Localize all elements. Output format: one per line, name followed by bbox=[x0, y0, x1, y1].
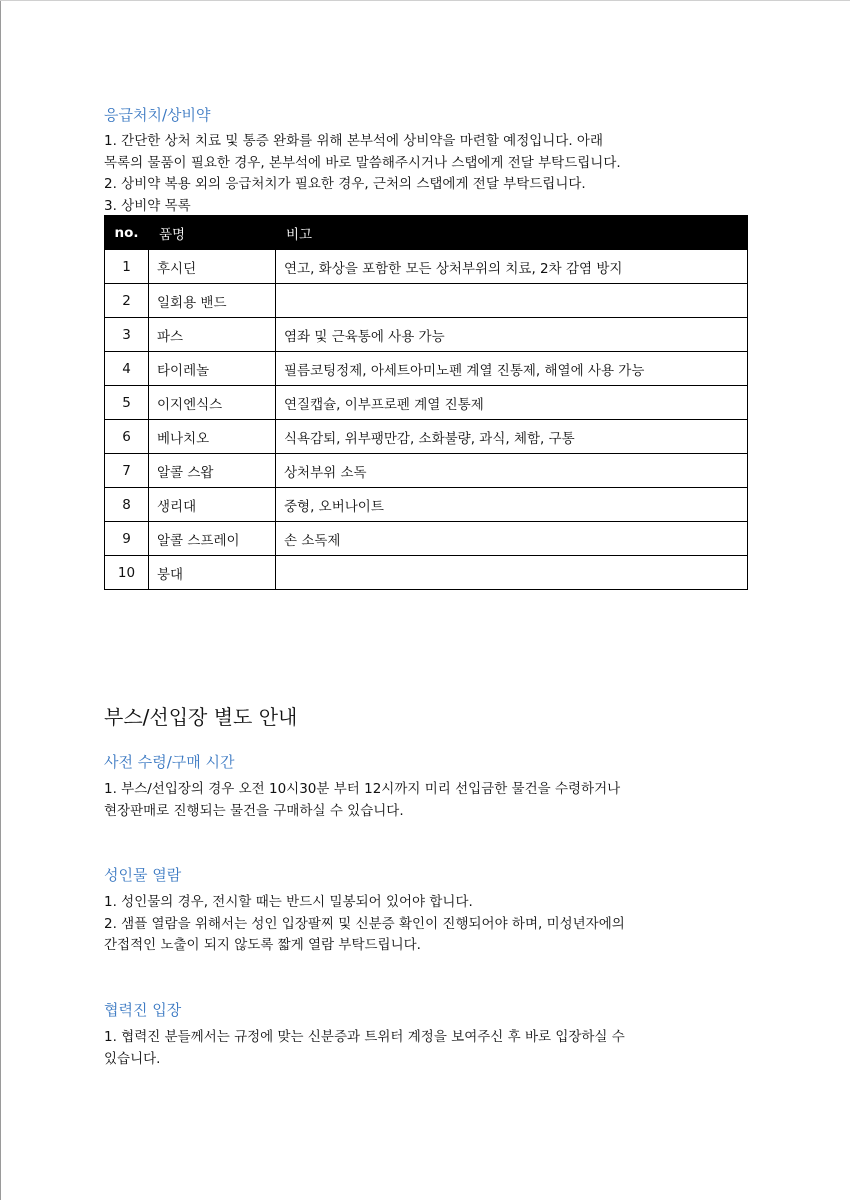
table-row bbox=[105, 556, 748, 590]
row-no: 7 bbox=[105, 454, 149, 488]
pickup-line: 1. 부스/선입장의 경우 오전 10시30분 부터 12시까지 미리 선입금한 물건을 수령하거나 bbox=[104, 781, 621, 797]
row-name: 타이레놀 bbox=[149, 352, 276, 386]
row-note: 중형, 오버나이트 bbox=[276, 488, 748, 522]
collab-line: 1. 협력진 분들께서는 규정에 맞는 신분증과 트위터 계정을 보여주신 후 바로 입장하실 수 bbox=[104, 1029, 625, 1045]
table-row bbox=[105, 352, 748, 386]
collab-heading: 협력진 입장 bbox=[104, 1001, 182, 1019]
first-aid-heading: 응급처치/상비약 bbox=[104, 106, 211, 124]
adult-paragraph bbox=[104, 892, 750, 957]
header-no: no. bbox=[105, 216, 149, 250]
booth-heading: 부스/선입장 별도 안내 bbox=[104, 705, 298, 729]
row-name: 파스 bbox=[149, 318, 276, 352]
row-name: 베나치오 bbox=[149, 420, 276, 454]
row-note bbox=[276, 284, 748, 318]
adult-heading: 성인물 열람 bbox=[104, 866, 182, 884]
adult-line: 간접적인 노출이 되지 않도록 짧게 열람 부탁드립니다. bbox=[104, 937, 421, 953]
header-note: 비고 bbox=[276, 216, 748, 250]
table-row bbox=[105, 284, 748, 318]
row-note: 필름코팅정제, 아세트아미노펜 계열 진통제, 해열에 사용 가능 bbox=[276, 352, 748, 386]
pickup-line: 현장판매로 진행되는 물건을 구매하실 수 있습니다. bbox=[104, 802, 404, 819]
row-name: 후시딘 bbox=[149, 250, 276, 284]
collab-paragraph bbox=[104, 1027, 750, 1070]
adult-line: 2. 샘플 열람을 위해서는 성인 입장팔찌 및 신분증 확인이 진행되어야 하며, 미성년자에의 bbox=[104, 915, 625, 932]
row-no: 10 bbox=[105, 556, 149, 590]
row-note: 연고, 화상을 포함한 모든 상처부위의 치료, 2차 감염 방지 bbox=[276, 250, 748, 284]
pickup-paragraph bbox=[104, 779, 750, 822]
first-aid-line: 목록의 물품이 필요한 경우, 본부석에 바로 말씀해주시거나 스탭에게 전달 부탁드립니다. bbox=[104, 154, 621, 171]
table-row bbox=[105, 454, 748, 488]
pickup-heading: 사전 수령/구매 시간 bbox=[104, 753, 235, 771]
row-name: 이지엔식스 bbox=[149, 386, 276, 420]
row-note: 염좌 및 근육통에 사용 가능 bbox=[276, 318, 748, 352]
table-row bbox=[105, 522, 748, 556]
row-no: 2 bbox=[105, 284, 149, 318]
page-edge-top bbox=[0, 0, 850, 1]
row-name: 알콜 스왑 bbox=[149, 454, 276, 488]
row-no: 6 bbox=[105, 420, 149, 454]
first-aid-line: 2. 상비약 복용 외의 응급처치가 필요한 경우, 근처의 스탭에게 전달 부탁드립니다. bbox=[104, 176, 586, 192]
row-no: 5 bbox=[105, 386, 149, 420]
first-aid-line: 3. 상비약 목록 bbox=[104, 197, 191, 214]
page-edge-left bbox=[0, 0, 1, 1200]
first-aid-paragraph bbox=[104, 131, 750, 217]
medicine-table bbox=[104, 215, 748, 590]
row-name: 알콜 스프레이 bbox=[149, 522, 276, 556]
collab-line: 있습니다. bbox=[104, 1050, 161, 1067]
row-name: 생리대 bbox=[149, 488, 276, 522]
row-no: 3 bbox=[105, 318, 149, 352]
table-row bbox=[105, 318, 748, 352]
row-note: 연질캡슐, 이부프로펜 계열 진통제 bbox=[276, 386, 748, 420]
table-row bbox=[105, 420, 748, 454]
first-aid-line: 1. 간단한 상처 치료 및 통증 완화를 위해 본부석에 상비약을 마련할 예정입니다. 아래 bbox=[104, 133, 604, 149]
table-row bbox=[105, 250, 748, 284]
row-note: 손 소독제 bbox=[276, 522, 748, 556]
row-name: 일회용 밴드 bbox=[149, 284, 276, 318]
table-row bbox=[105, 488, 748, 522]
row-no: 4 bbox=[105, 352, 149, 386]
header-name: 품명 bbox=[149, 216, 276, 250]
adult-line: 1. 성인물의 경우, 전시할 때는 반드시 밀봉되어 있어야 합니다. bbox=[104, 894, 473, 910]
table-row bbox=[105, 386, 748, 420]
row-note bbox=[276, 556, 748, 590]
row-no: 8 bbox=[105, 488, 149, 522]
row-no: 1 bbox=[105, 250, 149, 284]
row-note: 식욕감퇴, 위부팽만감, 소화불량, 과식, 체함, 구통 bbox=[276, 420, 748, 454]
row-name: 붕대 bbox=[149, 556, 276, 590]
row-no: 9 bbox=[105, 522, 149, 556]
table-header-row bbox=[105, 216, 748, 250]
row-note: 상처부위 소독 bbox=[276, 454, 748, 488]
